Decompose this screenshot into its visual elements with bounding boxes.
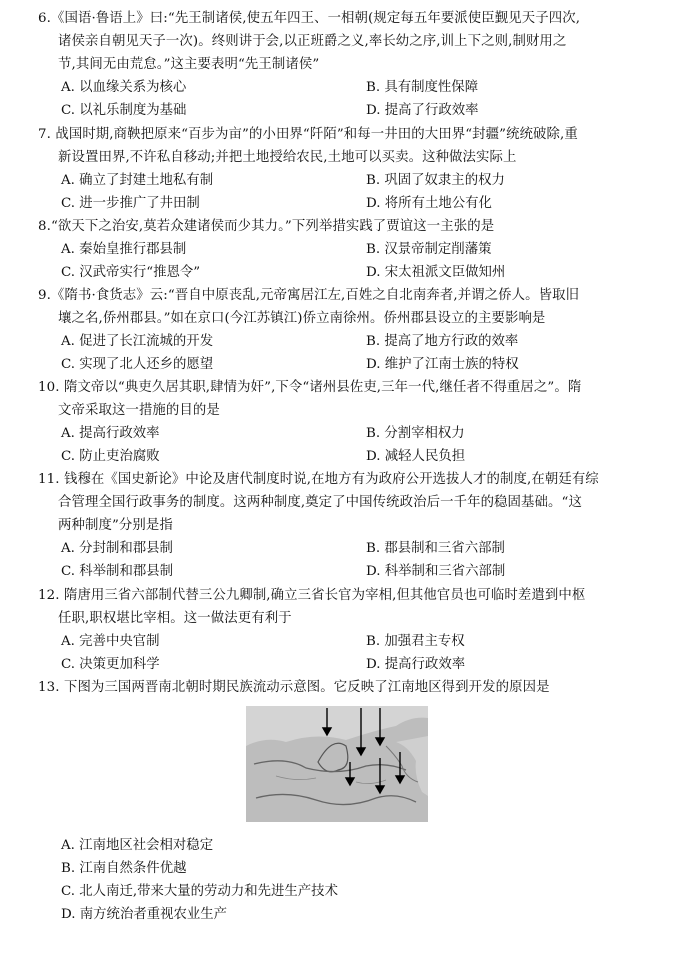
q13-line-1: 13. 下图为三国两晋南北朝时期民族流动示意图。它反映了江南地区得到开发的原因是	[38, 680, 550, 695]
q12-option-c[interactable]: C. 决策更加科学	[61, 657, 160, 672]
q12-line-1: 12. 隋唐用三省六部制代替三公九卿制,确立三省长官为宰相,但其他官员也可临时差遣到中枢	[38, 588, 586, 603]
q10-option-a[interactable]: A. 提高行政效率	[61, 426, 160, 441]
q7-line-2: 新设置田界,不许私自移动;并把土地授给农民,土地可以买卖。这种做法实际上	[58, 150, 517, 165]
q13-option-c[interactable]: C. 北人南迁,带来大量的劳动力和先进生产技术	[61, 884, 338, 899]
q12-line-2: 任职,职权堪比宰相。这一做法更有利于	[58, 611, 292, 626]
q13-option-d[interactable]: D. 南方统治者重视农业生产	[61, 907, 228, 922]
q10-line-1: 10. 隋文帝以“典吏久居其职,肆情为奸”,下令“诸州县佐吏,三年一代,继任者不得重居之”。隋	[38, 380, 582, 395]
migration-map-figure	[246, 706, 428, 822]
q6-line-1: 6.《国语·鲁语上》曰:“先王制诸侯,使五年四王、一相朝(规定每五年要派使臣觐见天子四次,	[38, 11, 581, 26]
q8-option-b[interactable]: B. 汉景帝制定削藩策	[366, 242, 492, 257]
q11-line-1: 11. 钱穆在《国史新论》中论及唐代制度时说,在地方有为政府公开选拔人才的制度,在朝廷有综	[38, 472, 599, 487]
q9-line-1: 9.《隋书·食货志》云:“晋自中原丧乱,元帝寓居江左,百姓之自北南奔者,并谓之侨人。皆取旧	[38, 288, 580, 303]
q10-option-c[interactable]: C. 防止吏治腐败	[61, 449, 160, 464]
q7-option-a[interactable]: A. 确立了封建土地私有制	[61, 173, 214, 188]
q6-option-d[interactable]: D. 提高了行政效率	[366, 103, 479, 118]
q11-option-d[interactable]: D. 科举制和三省六部制	[366, 564, 506, 579]
q9-line-2: 壤之名,侨州郡县。”如在京口(今江苏镇江)侨立南徐州。侨州郡县设立的主要影响是	[58, 311, 546, 326]
q6-option-a[interactable]: A. 以血缘关系为核心	[61, 80, 187, 95]
q11-line-2: 合管理全国行政事务的制度。这两种制度,奠定了中国传统政治后一千年的稳固基础。“这	[58, 495, 582, 510]
q6-line-3: 节,其间无由荒怠。”这主要表明“先王制诸侯”	[58, 57, 320, 72]
q8-option-c[interactable]: C. 汉武帝实行“推恩令”	[61, 265, 201, 280]
q6-line-2: 诸侯亲自朝见天子一次)。终则讲于会,以正班爵之义,率长幼之序,训上下之则,制财用之	[58, 34, 567, 49]
q10-option-d[interactable]: D. 减轻人民负担	[366, 449, 466, 464]
q12-option-b[interactable]: B. 加强君主专权	[366, 634, 465, 649]
q8-line-1: 8.“欲天下之治安,莫若众建诸侯而少其力。”下列举措实践了贾谊这一主张的是	[38, 219, 495, 234]
q11-line-3: 两种制度”分别是指	[58, 518, 173, 533]
q13-option-b[interactable]: B. 江南自然条件优越	[61, 861, 187, 876]
q7-line-1: 7. 战国时期,商鞅把原来“百步为亩”的小田界“阡陌”和每一井田的大田界“封疆”统统破除,重	[38, 127, 578, 142]
q9-option-c[interactable]: C. 实现了北人还乡的愿望	[61, 357, 214, 372]
q11-option-b[interactable]: B. 郡县制和三省六部制	[366, 541, 505, 556]
q10-option-b[interactable]: B. 分割宰相权力	[366, 426, 465, 441]
q7-option-b[interactable]: B. 巩固了奴隶主的权力	[366, 173, 505, 188]
q9-option-b[interactable]: B. 提高了地方行政的效率	[366, 334, 519, 349]
q11-option-a[interactable]: A. 分封制和郡县制	[61, 541, 173, 556]
q8-option-a[interactable]: A. 秦始皇推行郡县制	[61, 242, 187, 257]
q9-option-a[interactable]: A. 促进了长江流城的开发	[61, 334, 214, 349]
q8-option-d[interactable]: D. 宋太祖派文臣做知州	[366, 265, 506, 280]
q6-option-c[interactable]: C. 以礼乐制度为基础	[61, 103, 187, 118]
q6-option-b[interactable]: B. 具有制度性保障	[366, 80, 479, 95]
q12-option-a[interactable]: A. 完善中央官制	[61, 634, 160, 649]
q7-option-c[interactable]: C. 进一步推广了井田制	[61, 196, 200, 211]
q12-option-d[interactable]: D. 提高行政效率	[366, 657, 466, 672]
q13-option-a[interactable]: A. 江南地区社会相对稳定	[61, 838, 214, 853]
q7-option-d[interactable]: D. 将所有土地公有化	[366, 196, 492, 211]
q11-option-c[interactable]: C. 科举制和郡县制	[61, 564, 174, 579]
q9-option-d[interactable]: D. 维护了江南士族的特权	[366, 357, 519, 372]
q10-line-2: 文帝采取这一措施的目的是	[58, 403, 220, 418]
